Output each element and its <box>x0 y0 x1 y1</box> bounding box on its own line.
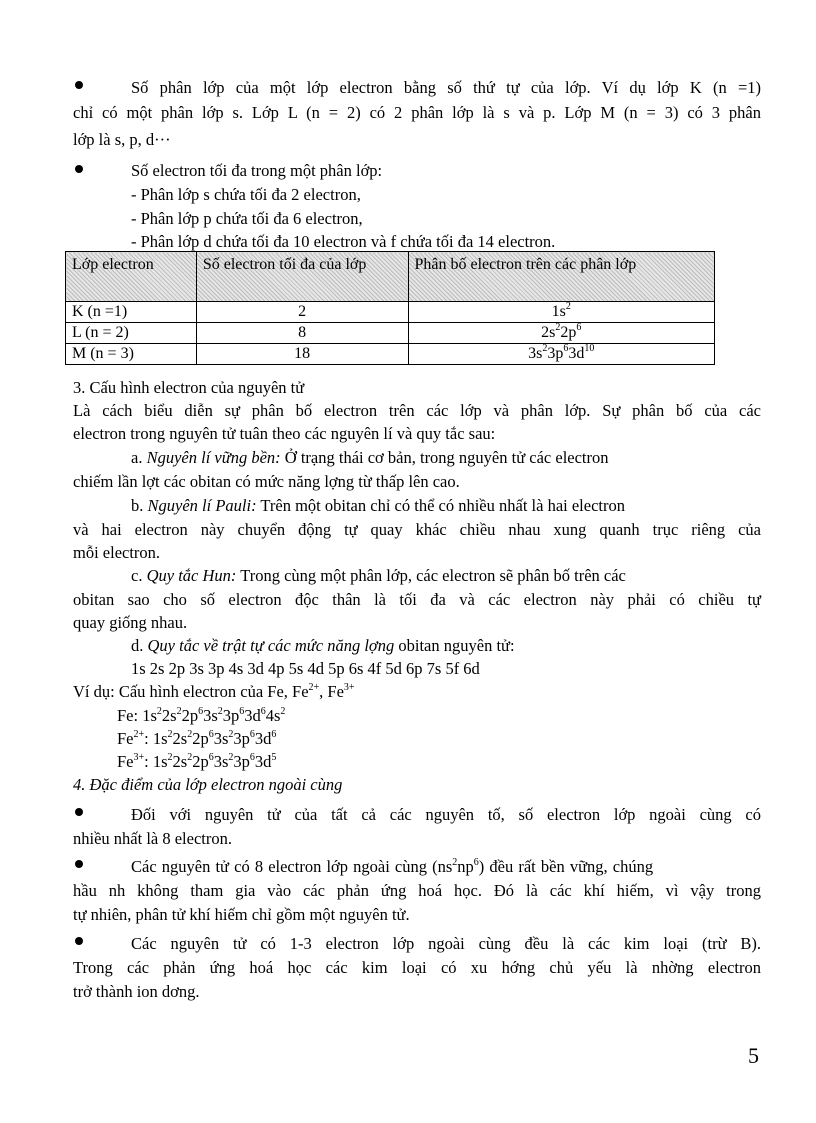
superscript: 2 <box>555 321 561 333</box>
bullet-4 <box>75 860 83 868</box>
table-row <box>66 302 715 323</box>
table-header-row <box>66 252 715 302</box>
rule-c-label: c. <box>131 566 147 585</box>
para1-line1: Số phân lớp của một lớp electron bằng số thứ tự của lớp. Ví dụ lớp K (n =1) <box>131 78 761 97</box>
rule-b-title: Nguyên lí Pauli: <box>147 496 257 515</box>
rule-b-text1: Trên một obitan chỉ có thể có nhiều nhất là hai electron <box>256 496 625 515</box>
section4-b1-line2: nhiều nhất là 8 electron. <box>73 829 232 848</box>
rule-c-text1: Trong cùng một phân lớp, các electron sẽ phân bố trên các <box>236 566 626 585</box>
superscript: 6 <box>563 342 569 354</box>
para2-heading: Số electron tối đa trong một phân lớp: <box>131 161 383 180</box>
para1-line2: chỉ có một phân lớp s. Lớp L (n = 2) có 2 phân lớp là s và p. Lớp M (n = 3) có 3 phân <box>73 103 761 122</box>
para1-line3: lớp là s, p, d··· <box>73 130 171 149</box>
table-cell-shell: M (n = 3) <box>66 344 197 365</box>
rule-b-line3: mỗi electron. <box>73 543 161 562</box>
para2-item3: - Phân lớp d chứa tối đa 10 electron và f chứa tối đa 14 electron. <box>131 232 556 251</box>
bullet-5 <box>75 937 83 945</box>
superscript: 2 <box>565 300 571 312</box>
section4-b3-line3: trở thành ion dơng. <box>73 982 200 1001</box>
superscript: 2 <box>542 342 548 354</box>
rule-a-line1 <box>131 448 609 468</box>
table-cell-shell: K (n =1) <box>66 302 197 323</box>
comma: , <box>319 682 328 701</box>
superscript: 2+ <box>308 681 320 693</box>
table-row <box>66 323 715 344</box>
rule-a-label: a. <box>131 448 147 467</box>
page-number: 5 <box>748 1043 759 1068</box>
section4-b3-line2: Trong các phản ứng hoá học các kim loại có xu hớng chủ yếu là nhờng electron <box>73 958 761 977</box>
example-label: Ví dụ: Cấu hình electron của Fe, Fe <box>73 682 309 701</box>
rule-c-line2: obitan sao cho số electron độc thân là tối đa và các electron này phải có chiều tự <box>73 590 761 609</box>
fe2-label: Fe <box>117 729 134 748</box>
superscript: 10 <box>584 342 595 354</box>
para2-item2: - Phân lớp p chứa tối đa 6 electron, <box>131 209 363 228</box>
table-cell-max: 18 <box>196 344 408 365</box>
energy-level-order: 1s 2s 2p 3s 3p 4s 3d 4p 5s 4d 5p 6s 4f 5d 6p 7s 5f 6d <box>131 659 480 678</box>
rule-d-label: d. <box>131 636 148 655</box>
bullet-1 <box>75 81 83 89</box>
fe-configuration: Fe: $1s^22s^22p^63s^23p^63d^64s^2$ <box>117 705 286 725</box>
rule-a-line2: chiếm lần lợt các obitan có mức năng lợng từ thấp lên cao. <box>73 472 460 491</box>
superscript: 3+ <box>343 681 355 693</box>
rule-c-title: Quy tắc Hun: <box>146 566 237 585</box>
rule-a-title: Nguyên lí vững bền: <box>146 448 281 467</box>
section4-b2-line1: Các nguyên tử có 8 electron lớp ngoài cùng $(ns^2np^6)$ đều rất bền vững, chúng <box>131 856 654 876</box>
rule-b-line1 <box>131 496 625 516</box>
section3-title: 3. Cấu hình electron của nguyên tử <box>73 378 305 397</box>
rule-c-line3: quay giống nhau. <box>73 613 188 632</box>
table-header-distribution: Phân bố electron trên các phân lớp <box>408 252 715 302</box>
section4-b2-line3: tự nhiên, phân tử khí hiếm chỉ gồm một nguyên tử. <box>73 905 410 924</box>
example-line: Ví dụ: Cấu hình electron của Fe, $Fe^{2+}$, $Fe^{3+}$ <box>73 681 355 701</box>
rule-b-line2: và hai electron này chuyển động tự quay khác chiều nhau xung quanh trục riêng của <box>73 520 761 539</box>
table-cell-max: 2 <box>196 302 408 323</box>
table-row <box>66 344 715 365</box>
para2-item1: - Phân lớp s chứa tối đa 2 electron, <box>131 185 361 204</box>
superscript: 6 <box>576 321 582 333</box>
section4-b3-line1: Các nguyên tử có 1-3 electron lớp ngoài cùng đều là các kim loại (trừ B). <box>131 934 761 953</box>
fe3-configuration: $Fe^{3+}$: $1s^22s^22p^63s^23p^63d^5$ <box>117 751 277 771</box>
table-cell-shell: L (n = 2) <box>66 323 197 344</box>
section3-intro2: electron trong nguyên tử tuân theo các nguyên lí và quy tắc sau: <box>73 424 496 443</box>
fe2-configuration: $Fe^{2+}$: $1s^22s^22p^63s^23p^63d^6$ <box>117 728 277 748</box>
table-cell-distribution: $2s^22p^6$ <box>408 323 715 344</box>
table-header-shell: Lớp electron <box>66 252 197 302</box>
rule-a-text1: Ở trạng thái cơ bản, trong nguyên tử các electron <box>280 448 609 467</box>
bullet-2 <box>75 165 83 173</box>
fe-label: Fe: <box>117 706 143 725</box>
bullet-3 <box>75 808 83 816</box>
rule-c-line1 <box>131 566 626 586</box>
rule-b-label: b. <box>131 496 148 515</box>
section4-b2-line2: hầu nh không tham gia vào các phản ứng hoá học. Đó là các khí hiếm, vì vậy trong <box>73 881 761 900</box>
table-cell-distribution: $3s^23p^63d^{10}$ <box>408 344 715 365</box>
electron-shell-table <box>65 251 715 365</box>
section4-b1-line1: Đối với nguyên tử của tất cả các nguyên tố, số electron lớp ngoài cùng có <box>131 805 761 824</box>
table-cell-max: 8 <box>196 323 408 344</box>
rule-d-line1 <box>131 636 515 656</box>
section4-title: 4. Đặc điểm của lớp electron ngoài cùng <box>73 775 343 794</box>
table-header-max: Số electron tối đa của lớp <box>196 252 408 302</box>
table-cell-distribution: $1s^2$ <box>408 302 715 323</box>
rule-d-text1: obitan nguyên tử: <box>394 636 515 655</box>
fe3-label: Fe <box>117 752 134 771</box>
section3-intro1: Là cách biểu diễn sự phân bố electron trên các lớp và phân lớp. Sự phân bố của các <box>73 401 761 420</box>
rule-d-title: Quy tắc về trật tự các mức năng lợng <box>147 636 395 655</box>
